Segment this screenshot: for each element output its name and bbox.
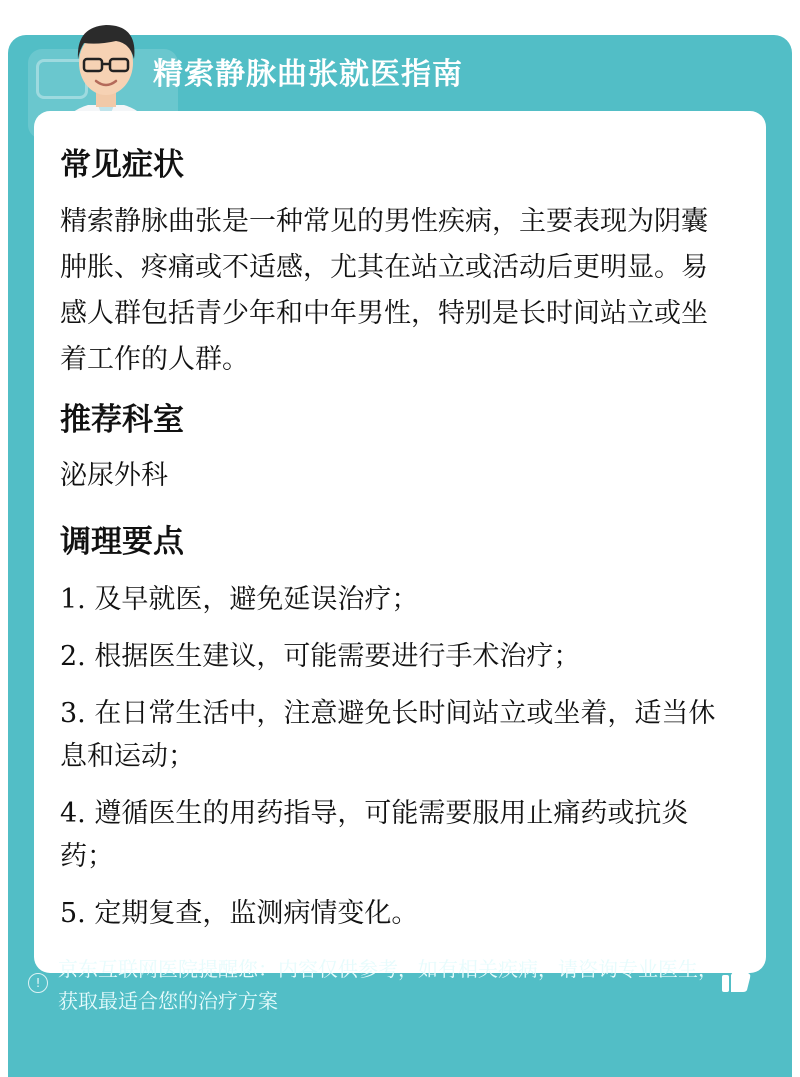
thumbs-up-icon[interactable] (718, 960, 754, 996)
symptoms-heading: 常见症状 (60, 147, 184, 183)
guide-card (8, 35, 792, 1077)
disclaimer-text: 京东互联网医院提醒您：内容仅供参考，如有相关疾病，请咨询专业医生，获取最适合您的治疗方案 (58, 957, 718, 1013)
department-text: 泌尿外科 (60, 460, 168, 491)
info-circle-icon: ! (28, 973, 48, 993)
care-item: 4. 遵循医生的用药指导，可能需要服用止痛药或抗炎药； (60, 798, 689, 872)
care-heading: 调理要点 (60, 524, 184, 560)
care-item: 5. 定期复查，监测病情变化。 (60, 898, 419, 929)
content-panel (34, 111, 766, 973)
page-title: 精索静脉曲张就医指南 (153, 57, 463, 92)
department-heading: 推荐科室 (60, 402, 184, 438)
care-item: 1. 及早就医，避免延误治疗； (60, 584, 419, 615)
symptoms-text: 精索静脉曲张是一种常见的男性疾病，主要表现为阴囊肿胀、疼痛或不适感，尤其在站立或活动后更明显。易感人群包括青少年和中年男性，特别是长时间站立或坐着工作的人群。 (60, 206, 708, 375)
care-item: 2. 根据医生建议，可能需要进行手术治疗； (60, 641, 581, 672)
care-item: 3. 在日常生活中，注意避免长时间站立或坐着，适当休息和运动； (60, 698, 716, 772)
